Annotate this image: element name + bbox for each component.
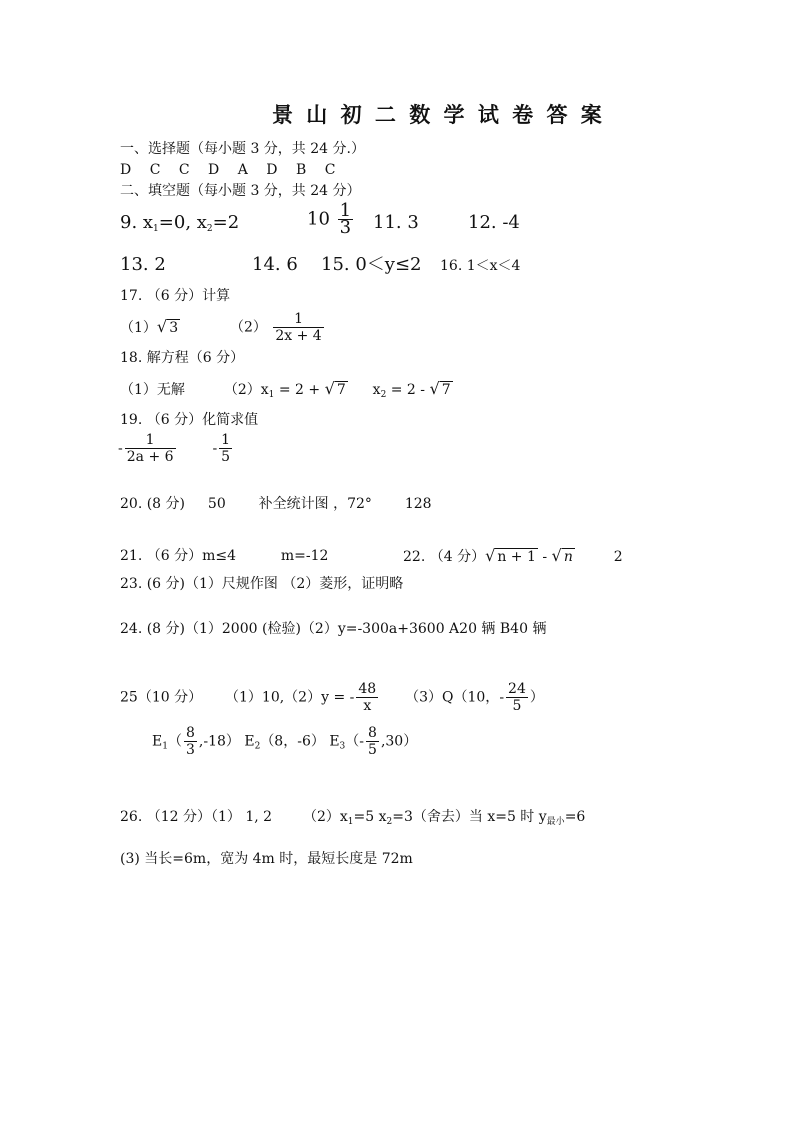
radicand: n [563, 549, 573, 565]
subscript: 1 [162, 741, 168, 752]
part-label: （1） [120, 320, 157, 336]
subscript: 2 [206, 224, 213, 234]
minus-sign: - [118, 440, 123, 457]
subscript: 2 [386, 817, 393, 827]
q20-label: 20. (8 分) [120, 496, 185, 512]
q20-value: 补全统计图 ，72° [258, 496, 372, 512]
answer-q19 [118, 432, 234, 465]
sqrt: √ n + 1 [485, 546, 536, 565]
q21-part: m=-12 [280, 548, 329, 564]
q18-heading: 18. 解方程（6 分） [120, 350, 245, 366]
q26-part: =6 [564, 809, 586, 825]
answer-q17-2 [230, 311, 326, 344]
minus-sign: - [499, 689, 505, 706]
var-x: x [260, 382, 269, 398]
denominator: 5 [221, 449, 231, 465]
numerator: 1 [273, 311, 323, 328]
q20-value: 128 [404, 496, 432, 512]
answer-q18 [120, 380, 453, 404]
fraction [219, 432, 232, 465]
radicand: n + 1 [497, 549, 536, 565]
choice-answer: A [237, 162, 248, 178]
q17-heading: 17. （6 分）计算 [120, 288, 231, 304]
point-e: E [152, 733, 163, 750]
q25-part: y = - [321, 689, 355, 706]
choice-answer: C [178, 162, 190, 178]
answer-q9 [120, 212, 239, 240]
q26-part: （2）x [302, 809, 348, 825]
q22-label: 22. （4 分） [403, 549, 486, 565]
answer-q15: 15. 0＜y≤2 [321, 254, 422, 275]
answer-q20 [120, 495, 432, 513]
q26-part: 26. （12 分）（1） 1, 2 [120, 809, 273, 825]
expression: = 2 + [274, 382, 325, 398]
radicand: 3 [169, 320, 179, 336]
choice-answer: D [266, 162, 278, 178]
q10-label: 10 [307, 208, 330, 230]
part-label: （2） [223, 382, 261, 398]
choice-answer: C [324, 162, 336, 178]
point-e: E [244, 733, 255, 750]
fraction [356, 681, 378, 714]
choice-answer: B [295, 162, 307, 178]
answer-q16: 16. 1＜x＜4 [440, 258, 521, 274]
answer-q13: 13. 2 [120, 254, 166, 275]
sqrt: √ 7 [429, 379, 451, 398]
denominator: 5 [512, 698, 522, 714]
fraction [366, 725, 379, 758]
point-part: ,-18） [198, 733, 240, 750]
subscript: 1 [268, 390, 275, 400]
radicand: 7 [441, 382, 451, 398]
q21-part: 21. （6 分）m≤4 [120, 548, 236, 564]
numerator: 1 [221, 432, 231, 448]
answer-q11: 11. 3 [373, 212, 419, 233]
numerator: 1 [125, 432, 176, 449]
q9-part: =0, x [158, 212, 207, 233]
denominator: 3 [185, 742, 195, 758]
choice-answer: C [149, 162, 161, 178]
minus-sign: - [212, 440, 218, 457]
denominator: 3 [339, 217, 352, 238]
q9-part: =2 [212, 212, 240, 233]
answer-q21 [120, 547, 328, 565]
answer-q26 [120, 808, 585, 831]
answer-q14: 14. 6 [252, 254, 298, 275]
answer-q10 [307, 200, 355, 238]
q22-value: 2 [613, 549, 623, 565]
numerator: 24 [508, 681, 526, 697]
subscript: 3 [339, 741, 346, 752]
answer-q23: 23. (6 分)（1）尺规作图 （2）菱形，证明略 [120, 576, 404, 592]
q25-label: 25（10 分） [120, 689, 203, 706]
answer-q25 [120, 681, 544, 714]
answer-q24: 24. (8 分)（1）2000 (检验)（2）y=-300a+3600 A20 辆 B40 辆 [120, 621, 547, 637]
point-part: （8，-6） [260, 733, 325, 750]
numerator: 8 [185, 725, 195, 741]
denominator: 5 [368, 742, 377, 758]
part-label: （2） [230, 319, 267, 336]
section-2-heading: 二、填空题（每小题 3 分，共 24 分） [120, 183, 361, 199]
numerator: 8 [368, 725, 377, 741]
subscript: 1 [153, 224, 159, 234]
denominator: x [363, 698, 372, 714]
answer-q25-points [152, 725, 417, 758]
point-e: E [329, 733, 340, 750]
var-x: x [372, 382, 381, 398]
section-1-heading: 一、选择题（每小题 3 分，共 24 分.） [120, 141, 365, 157]
choice-answer: D [120, 162, 132, 178]
choice-answer: D [208, 162, 220, 178]
part-label: （1）无解 [120, 382, 185, 398]
subscript: 2 [254, 741, 261, 752]
q9-part: 9. x [120, 212, 154, 233]
page-title: 景 山 初 二 数 学 试 卷 答 案 [272, 102, 605, 127]
sqrt: √ 7 [324, 379, 346, 398]
q25-part: （3）Q（10， [405, 689, 500, 706]
subscript: 2 [380, 390, 387, 400]
denominator: 2a + 6 [126, 449, 174, 465]
point-part: ,30） [380, 733, 418, 750]
q20-value: 50 [207, 496, 226, 512]
point-part: （- [345, 733, 365, 750]
answer-q22 [403, 547, 623, 566]
fraction [184, 725, 197, 758]
q26-part: =5 x [353, 809, 387, 825]
fraction [338, 200, 353, 238]
answer-q26-3: (3) 当长=6m，宽为 4m 时，最短长度是 72m [120, 851, 413, 867]
choice-answers [120, 161, 349, 179]
answer-q17-1 [120, 318, 180, 337]
numerator: 1 [339, 200, 352, 221]
q26-part: =3（舍去）当 x=5 时 y [392, 809, 547, 825]
denominator: 2x + 4 [275, 328, 322, 344]
subscript: 最小 [546, 817, 565, 827]
fraction [273, 311, 323, 344]
point-part: （ [167, 733, 182, 750]
fraction [125, 432, 176, 465]
q25-part: ） [529, 689, 544, 706]
minus-sign: - [537, 549, 552, 565]
subscript: 1 [347, 817, 354, 827]
sqrt: √ 3 [156, 317, 179, 336]
sqrt: √ n [551, 546, 573, 565]
numerator: 48 [358, 681, 377, 697]
q19-heading: 19. （6 分）化简求值 [120, 412, 259, 428]
radicand: 7 [336, 382, 346, 398]
answer-q12: 12. -4 [468, 212, 520, 233]
expression: = 2 - [386, 382, 430, 398]
fraction [506, 681, 528, 714]
q25-part: （1）10,（2） [225, 689, 322, 706]
